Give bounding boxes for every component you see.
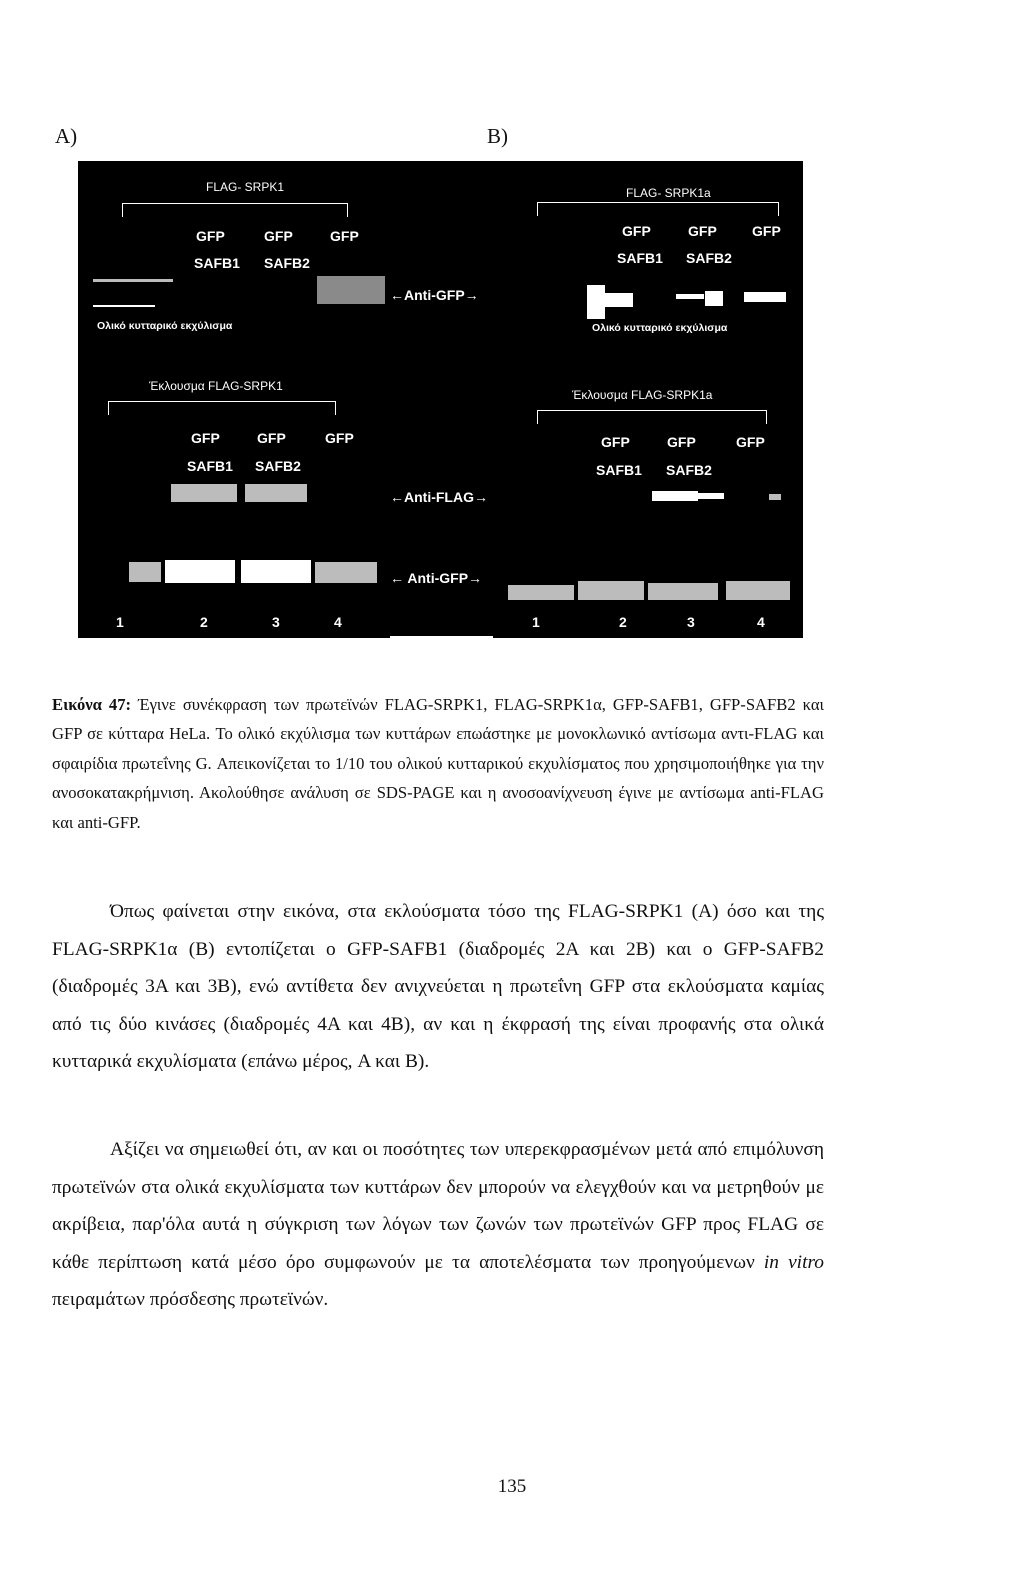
b-lane-3: 3 [687,614,695,630]
a-top-bracket-title: FLAG- SRPK1 [206,180,285,194]
a-top-col3: GFP [330,228,359,244]
b-lane-2: 2 [619,614,627,630]
a-mid-bracket-title: Έκλουσμα FLAG-SRPK1 [149,379,283,393]
b-top-band-3 [744,292,786,302]
b-mid-bracket [538,410,766,411]
b-top-col3: GFP [752,223,781,239]
body-paragraph-2-text-a: Αξίζει να σημειωθεί ότι, αν και οι ποσότητες των υπερεκφρασμένων μετά από επιμόλυνση πρωτεϊνών στα ολικά εκχυλίσματα των κυττάρων δεν μπορούν να ελεγχθούν και να μετρηθούν με ακρίβεια, παρ'όλα αυτά η σύγκριση των λόγων των ζωνών των πρωτεϊνών GFP προς FLAG σε κάθε περίπτωση κατά μέσο όρο συμφωνούν με τα αποτελέσματα των προηγούμενων [52,1139,824,1273]
anti-gfp-top-label: ←Anti-GFP→ [390,287,479,303]
a-mid-band-2 [171,484,237,502]
a-mid-band-3 [245,484,307,502]
b-lane-1: 1 [532,614,540,630]
b-bot-band-2 [578,581,644,600]
b-top-bracket-title: FLAG- SRPK1a [626,186,711,200]
a-lane-4: 4 [334,614,342,630]
b-mid-sub1: SAFB1 [596,462,642,478]
b-top-band-1 [587,285,605,319]
a-bot-band-2 [165,560,235,583]
a-bot-band-1 [129,562,161,582]
b-mid-bracket-title: Έκλουσμα FLAG-SRPK1a [572,388,713,402]
b-top-bracket [538,202,778,203]
a-top-col2: GFP [264,228,293,244]
b-mid-band-4 [769,494,781,500]
figure-caption-label: Εικόνα 47: [52,695,132,714]
anti-flag-label: ←Anti-FLAG→ [390,489,488,505]
b-top-caption: Ολικό κυτταρικό εκχύλισμα [592,322,728,334]
a-top-sub2: SAFB2 [264,255,310,271]
anti-gfp-bottom-label: ← Anti-GFP→ [390,570,483,586]
body-paragraph-2-italic: in vitro [763,1251,824,1273]
panel-a-label: A) [55,124,78,148]
page-number: 135 [497,1476,527,1497]
b-bot-band-1 [508,585,574,600]
a-lane-2: 2 [200,614,208,630]
blot-gap [388,161,493,636]
a-mid-sub1: SAFB1 [187,458,233,474]
a-mid-col1: GFP [191,430,220,446]
body-paragraph-1: Όπως φαίνεται στην εικόνα, στα εκλούσματα τόσο της FLAG-SRPK1 (A) όσο και της FLAG-SRPK1α (B) εντοπίζεται ο GFP-SAFB1 (διαδρομές 2A και 2B) και ο GFP-SAFB2 (διαδρομές 3A και 3B), ενώ αντίθετα δεν ανιχνεύεται η πρωτεΐνη GFP στα εκλούσματα καμίας από τις δύο κινάσες (διαδρομές 4A και 4B), αν και η έκφρασή της είναι προφανής στα ολικά κυτταρικά εκχυλίσματα (επάνω μέρος, A και B). [52,901,824,1073]
body-paragraph-2 [52,1131,824,1319]
a-top-bracket [123,203,347,204]
b-bot-band-4 [726,581,790,600]
b-top-sub2: SAFB2 [686,250,732,266]
b-top-sub1: SAFB1 [617,250,663,266]
b-mid-col1: GFP [601,434,630,450]
figure-caption [52,690,824,837]
a-lane-3: 3 [272,614,280,630]
a-lane-1: 1 [116,614,124,630]
a-mid-col3: GFP [325,430,354,446]
b-top-band-2b [705,291,723,306]
panel-b-label: B) [487,124,508,148]
b-mid-sub2: SAFB2 [666,462,712,478]
a-bot-band-3 [241,560,311,583]
b-top-band-1b [605,293,633,307]
a-bot-band-4 [315,562,377,583]
blot-panel-a [78,161,390,638]
b-top-col2: GFP [688,223,717,239]
a-top-band-1 [93,279,173,282]
b-bot-band-3 [648,583,718,600]
blot-panel-b [493,161,803,638]
a-top-col1: GFP [196,228,225,244]
a-mid-sub2: SAFB2 [255,458,301,474]
b-mid-col2: GFP [667,434,696,450]
a-mid-bracket [109,401,335,402]
a-top-caption: Ολικό κυτταρικό εκχύλισμα [97,320,233,332]
b-mid-col3: GFP [736,434,765,450]
a-top-band-1b [93,305,155,307]
a-top-band-4 [317,276,385,304]
a-mid-col2: GFP [257,430,286,446]
a-top-sub1: SAFB1 [194,255,240,271]
b-mid-band-2 [652,491,698,501]
body-paragraph-2-text-b: πειραμάτων πρόσδεσης πρωτεϊνών. [52,1289,329,1311]
b-mid-band-3 [698,493,724,499]
figure-caption-text: Έγινε συνέκφραση των πρωτεϊνών FLAG-SRPK1, FLAG-SRPK1α, GFP-SAFB1, GFP-SAFB2 και GFP σε κύτταρα HeLa. Το ολικό εκχύλισμα των κυττάρων επωάστηκε με μονοκλωνικό αντίσωμα αντι-FLAG και σφαιρίδια πρωτεΐνης G. Απεικονίζεται το 1/10 του ολικού κυτταρικού εκχυλίσματος που χρησιμοποιήθηκε για την ανοσοκατακρήμνιση. Ακολούθησε ανάλυση σε SDS-PAGE και η ανοσοανίχνευση έγινε με αντίσωμα anti-FLAG και anti-GFP. [52,695,825,832]
b-top-band-2 [676,294,704,299]
b-lane-4: 4 [757,614,765,630]
b-top-col1: GFP [622,223,651,239]
